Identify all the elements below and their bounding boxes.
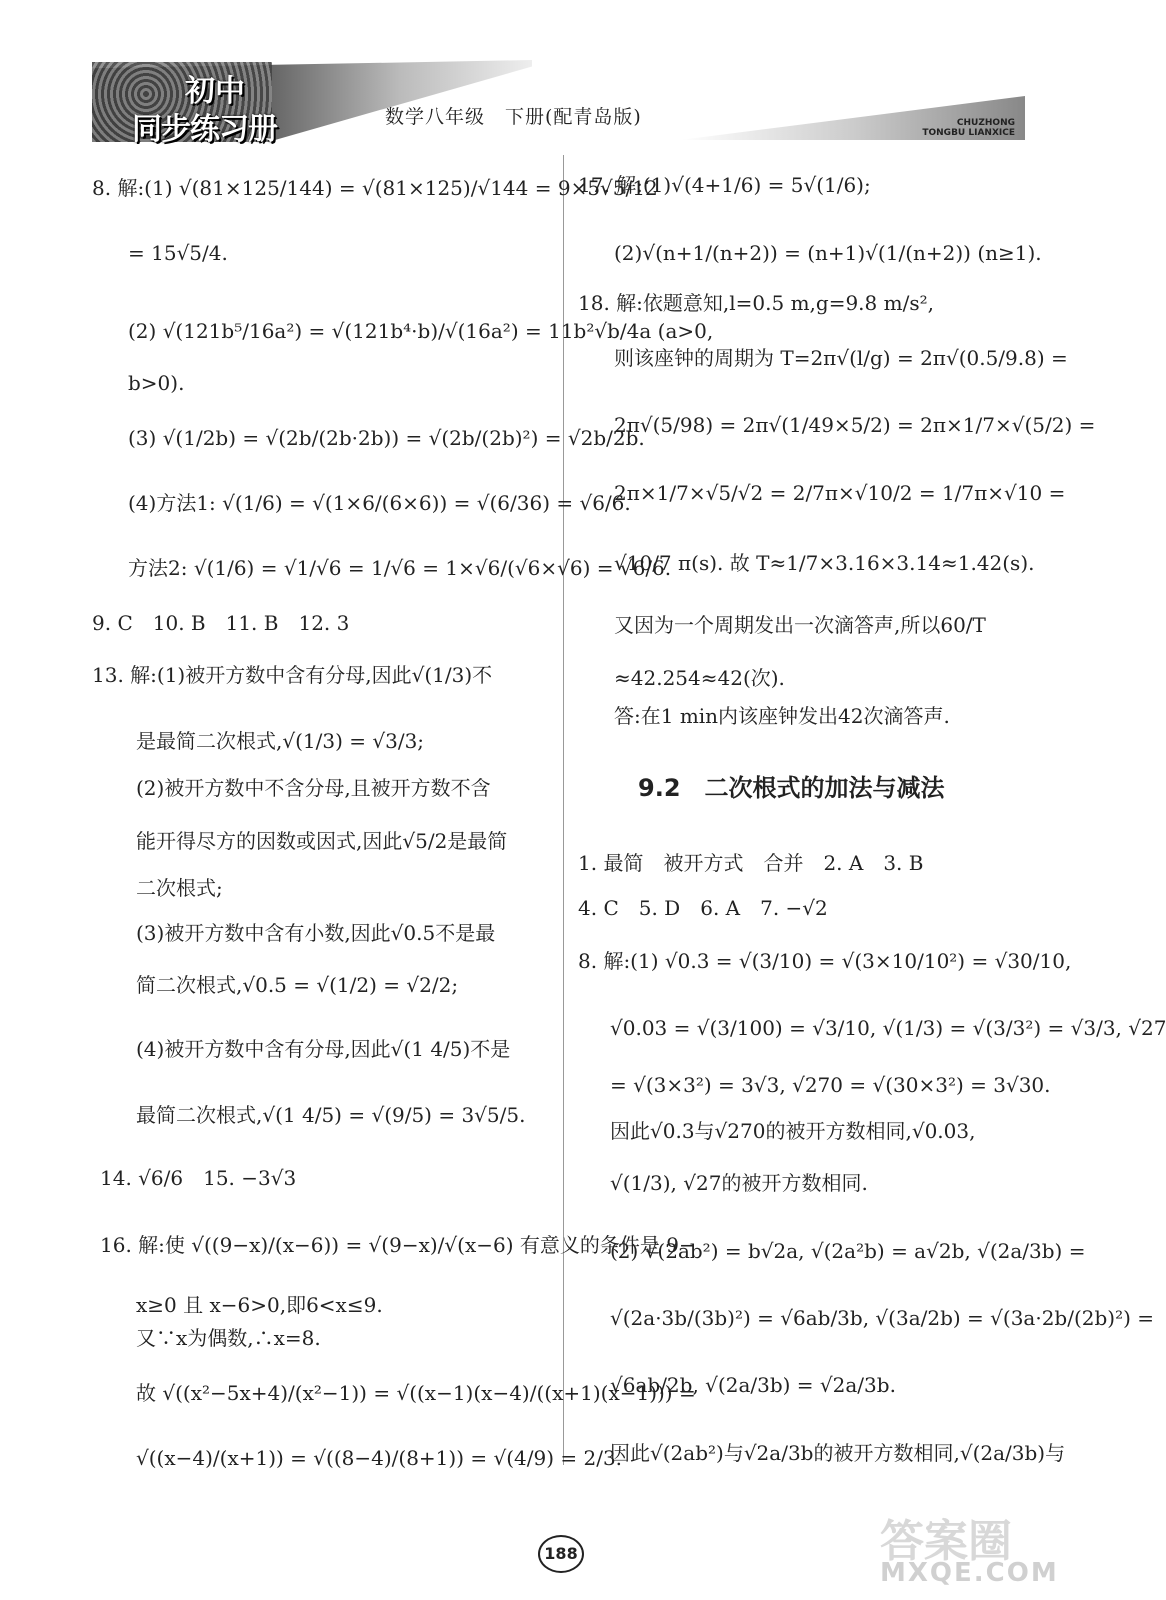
answer-line: 2π×1/7×√5/√2 = 2/7π×√10/2 = 1/7π×√10 = xyxy=(614,481,1066,505)
answer-line: √10/7 π(s). 故 T≈1/7×3.16×3.14≈1.42(s). xyxy=(614,551,1035,575)
logo-line2: 同步练习册 xyxy=(132,112,277,147)
answer-line: 因此√0.3与√270的被开方数相同,√0.03, xyxy=(610,1119,976,1143)
answer-line: (2)被开方数中不含分母,且被开方数不含 xyxy=(136,776,491,800)
answer-line: √6ab/2b, √(2a/3b) = √2a/3b. xyxy=(610,1373,896,1397)
answer-line: (4)方法1: √(1/6) = √(1×6/(6×6)) = √(6/36) = √6/6. xyxy=(128,491,631,515)
answer-line: (2)√(n+1/(n+2)) = (n+1)√(1/(n+2)) (n≥1). xyxy=(614,241,1042,265)
logo-line1: 初中 xyxy=(185,74,245,109)
answer-line: ≈42.254≈42(次). xyxy=(614,666,785,690)
watermark-logo: 答案圈 xyxy=(880,1516,1012,1567)
page-header xyxy=(0,0,1090,150)
pinyin-line2: TONGBU LIANXICE xyxy=(922,128,1015,138)
answer-line: x≥0 且 x−6>0,即6<x≤9. xyxy=(136,1293,383,1317)
answer-line: 是最简二次根式,√(1/3) = √3/3; xyxy=(136,729,425,753)
answer-line: 13. 解:(1)被开方数中含有分母,因此√(1/3)不 xyxy=(92,663,493,687)
answer-line: √(2a·3b/(3b)²) = √6ab/3b, √(3a/2b) = √(3a·2b/(2b)²) = xyxy=(610,1306,1155,1330)
answer-line: 方法2: √(1/6) = √1/√6 = 1/√6 = 1×√6/(√6×√6) = √6/6. xyxy=(128,556,672,580)
answer-line: b>0). xyxy=(128,371,185,395)
answer-line: 1. 最简 被开方式 合并 2. A 3. B xyxy=(578,851,924,875)
answer-line: 8. 解:(1) √0.3 = √(3/10) = √(3×10/10²) = √30/10, xyxy=(578,949,1072,973)
answer-line: 18. 解:依题意知,l=0.5 m,g=9.8 m/s², xyxy=(578,291,934,315)
answer-line: (4)被开方数中含有分母,因此√(1 4/5)不是 xyxy=(136,1037,511,1061)
section-title: 9.2 二次根式的加法与减法 xyxy=(638,774,945,802)
answer-line: 能开得尽方的因数或因式,因此√5/2是最简 xyxy=(136,829,508,853)
answer-line: (3) √(1/2b) = √(2b/(2b·2b)) = √(2b/(2b)²) = √2b/2b. xyxy=(128,426,645,450)
answer-line: (2) √(121b⁵/16a²) = √(121b⁴·b)/√(16a²) = 11b²√b/4a (a>0, xyxy=(128,319,714,343)
answer-line: 14. √6/6 15. −3√3 xyxy=(100,1166,297,1190)
watermark-url: MXQE.COM xyxy=(880,1558,1059,1588)
answer-line: 17. 解:(1)√(4+1/6) = 5√(1/6); xyxy=(578,173,871,197)
answer-line: 答:在1 min内该座钟发出42次滴答声. xyxy=(614,704,950,728)
answer-line: 8. 解:(1) √(81×125/144) = √(81×125)/√144 = 9×5√5/12 xyxy=(92,176,658,200)
answer-line: 简二次根式,√0.5 = √(1/2) = √2/2; xyxy=(136,973,459,997)
answer-line: = √(3×3²) = 3√3, √270 = √(30×3²) = 3√30. xyxy=(610,1073,1051,1097)
answer-line: 又∵x为偶数,∴x=8. xyxy=(136,1326,321,1350)
answer-line: (3)被开方数中含有小数,因此√0.5不是最 xyxy=(136,921,496,945)
column-divider xyxy=(563,155,564,1465)
answer-line: 则该座钟的周期为 T=2π√(l/g) = 2π√(0.5/9.8) = xyxy=(614,346,1068,370)
answer-line: √(1/3), √27的被开方数相同. xyxy=(610,1171,868,1195)
answer-line: = 15√5/4. xyxy=(128,241,228,265)
answer-line: 又因为一个周期发出一次滴答声,所以60/T xyxy=(614,613,986,637)
answer-line: √0.03 = √(3/100) = √3/10, √(1/3) = √(3/3²) = √3/3, √27 xyxy=(610,1016,1166,1040)
book-subtitle: 数学八年级 下册(配青岛版) xyxy=(385,106,642,128)
answer-line: 4. C 5. D 6. A 7. −√2 xyxy=(578,896,828,920)
page-number: 188 xyxy=(538,1535,584,1573)
pinyin-line1: CHUZHONG xyxy=(956,118,1015,128)
answer-line: 故 √((x²−5x+4)/(x²−1)) = √((x−1)(x−4)/((x+1)(x−1))) = xyxy=(136,1381,696,1405)
answer-line: 9. C 10. B 11. B 12. 3 xyxy=(92,611,350,635)
answer-line: √((x−4)/(x+1)) = √((8−4)/(8+1)) = √(4/9) = 2/3. xyxy=(136,1446,623,1470)
answer-line: (2) √(2ab²) = b√2a, √(2a²b) = a√2b, √(2a/3b) = xyxy=(610,1239,1086,1263)
pinyin-label xyxy=(922,118,1015,138)
answer-line: 16. 解:使 √((9−x)/(x−6)) = √(9−x)/√(x−6) 有意义的条件是 9− xyxy=(100,1233,696,1257)
answer-line: 二次根式; xyxy=(136,876,223,900)
answer-line: 最简二次根式,√(1 4/5) = √(9/5) = 3√5/5. xyxy=(136,1103,526,1127)
answer-line: 2π√(5/98) = 2π√(1/49×5/2) = 2π×1/7×√(5/2) = xyxy=(614,413,1096,437)
answer-line: 因此√(2ab²)与√2a/3b的被开方数相同,√(2a/3b)与 xyxy=(610,1441,1066,1465)
